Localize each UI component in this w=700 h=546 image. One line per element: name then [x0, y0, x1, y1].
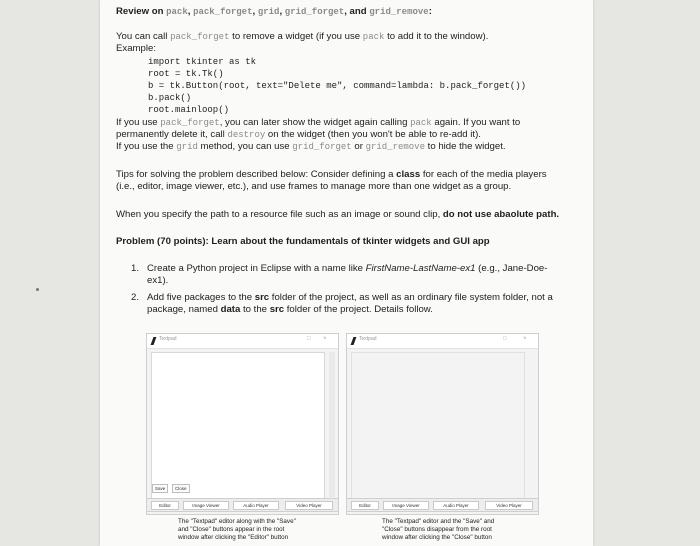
feather-icon: [151, 337, 157, 345]
code-line-4: b.pack(): [148, 93, 192, 103]
text-area: [151, 352, 325, 499]
margin-dot: [36, 288, 39, 291]
close-icon: ×: [523, 336, 527, 342]
nav-bar-1: [146, 498, 339, 512]
image-viewer-button: Image Viewer: [183, 501, 229, 510]
title-bar: [147, 334, 338, 349]
code-line-1: import tkinter as tk: [148, 57, 257, 67]
window-title: Textpad: [159, 336, 177, 342]
item-2-number: 2.: [131, 292, 140, 303]
paragraph-grid: If you use the grid method, you can use grid_forget or grid_remove to hide the widget.: [116, 141, 506, 152]
review-heading: Review on pack, pack_forget, grid, grid_forget, and grid_remove:: [116, 6, 432, 17]
scrollbar: [329, 352, 335, 497]
code-line-3: b = tk.Button(root, text="Delete me", command=lambda: b.pack_forget()): [148, 81, 527, 91]
document-page: [100, 0, 593, 546]
video-player-button: Video Player: [485, 501, 533, 510]
path-note: When you specify the path to a resource file such as an image or sound clip, do not use abaolute path.: [116, 209, 560, 220]
close-icon: ×: [323, 336, 327, 342]
tips-line-2: (i.e., editor, image viewer, etc.), and use frames to manage more than one widget as a group.: [116, 181, 512, 192]
caption-1: The "Textpad" editor along with the "Save" and "Close" buttons appear in the root window after clicking the "Editor" button: [178, 518, 296, 541]
empty-area: [351, 352, 525, 499]
video-player-button: Video Player: [285, 501, 333, 510]
window-title: Textpad: [359, 336, 377, 342]
textpad-window-screenshot-2: [346, 333, 539, 515]
item-1-number: 1.: [131, 263, 140, 274]
intro-line: You can call pack_forget to remove a widget (if you use pack to add it to the window).: [116, 31, 489, 42]
editor-button: Editor: [351, 501, 379, 510]
nav-bar-2: [346, 498, 539, 512]
tips-line-1: Tips for solving the problem described below: Consider defining a class for each of the media players: [116, 169, 547, 180]
problem-heading: Problem (70 points): Learn about the fundamentals of tkinter widgets and GUI app: [116, 236, 490, 247]
feather-icon: [351, 337, 357, 345]
example-label: Example:: [116, 43, 156, 54]
audio-player-button: Audio Player: [433, 501, 479, 510]
maximize-icon: □: [503, 336, 507, 342]
item-2-line-1: Add five packages to the src folder of the project, as well as an ordinary file system folder, not a: [147, 292, 553, 303]
item-1-line-2: ex1).: [147, 275, 169, 286]
title-bar: [347, 334, 538, 349]
item-1-line-1: Create a Python project in Eclipse with a name like FirstName-LastName-ex1 (e.g., Jane-Doe-: [147, 263, 548, 274]
paragraph-destroy: permanently delete it, call destroy on the widget (then you won't be able to re-add it).: [116, 129, 481, 140]
code-line-5: root.mainloop(): [148, 105, 230, 115]
caption-2: The "Textpad" editor and the "Save" and "Close" buttons disappear from the root window after clicking the "Close" button: [382, 518, 495, 541]
maximize-icon: □: [307, 336, 311, 342]
close-button: Close: [172, 484, 190, 493]
audio-player-button: Audio Player: [233, 501, 279, 510]
textpad-window-screenshot-1: [146, 333, 339, 515]
item-2-line-2: package, named data to the src folder of the project. Details follow.: [147, 304, 433, 315]
editor-button: Editor: [151, 501, 179, 510]
image-viewer-button: Image Viewer: [383, 501, 429, 510]
code-line-2: root = tk.Tk(): [148, 69, 224, 79]
save-button: Save: [152, 484, 168, 493]
paragraph-pack-again: If you use pack_forget, you can later show the widget again calling pack again. If you want to: [116, 117, 521, 128]
